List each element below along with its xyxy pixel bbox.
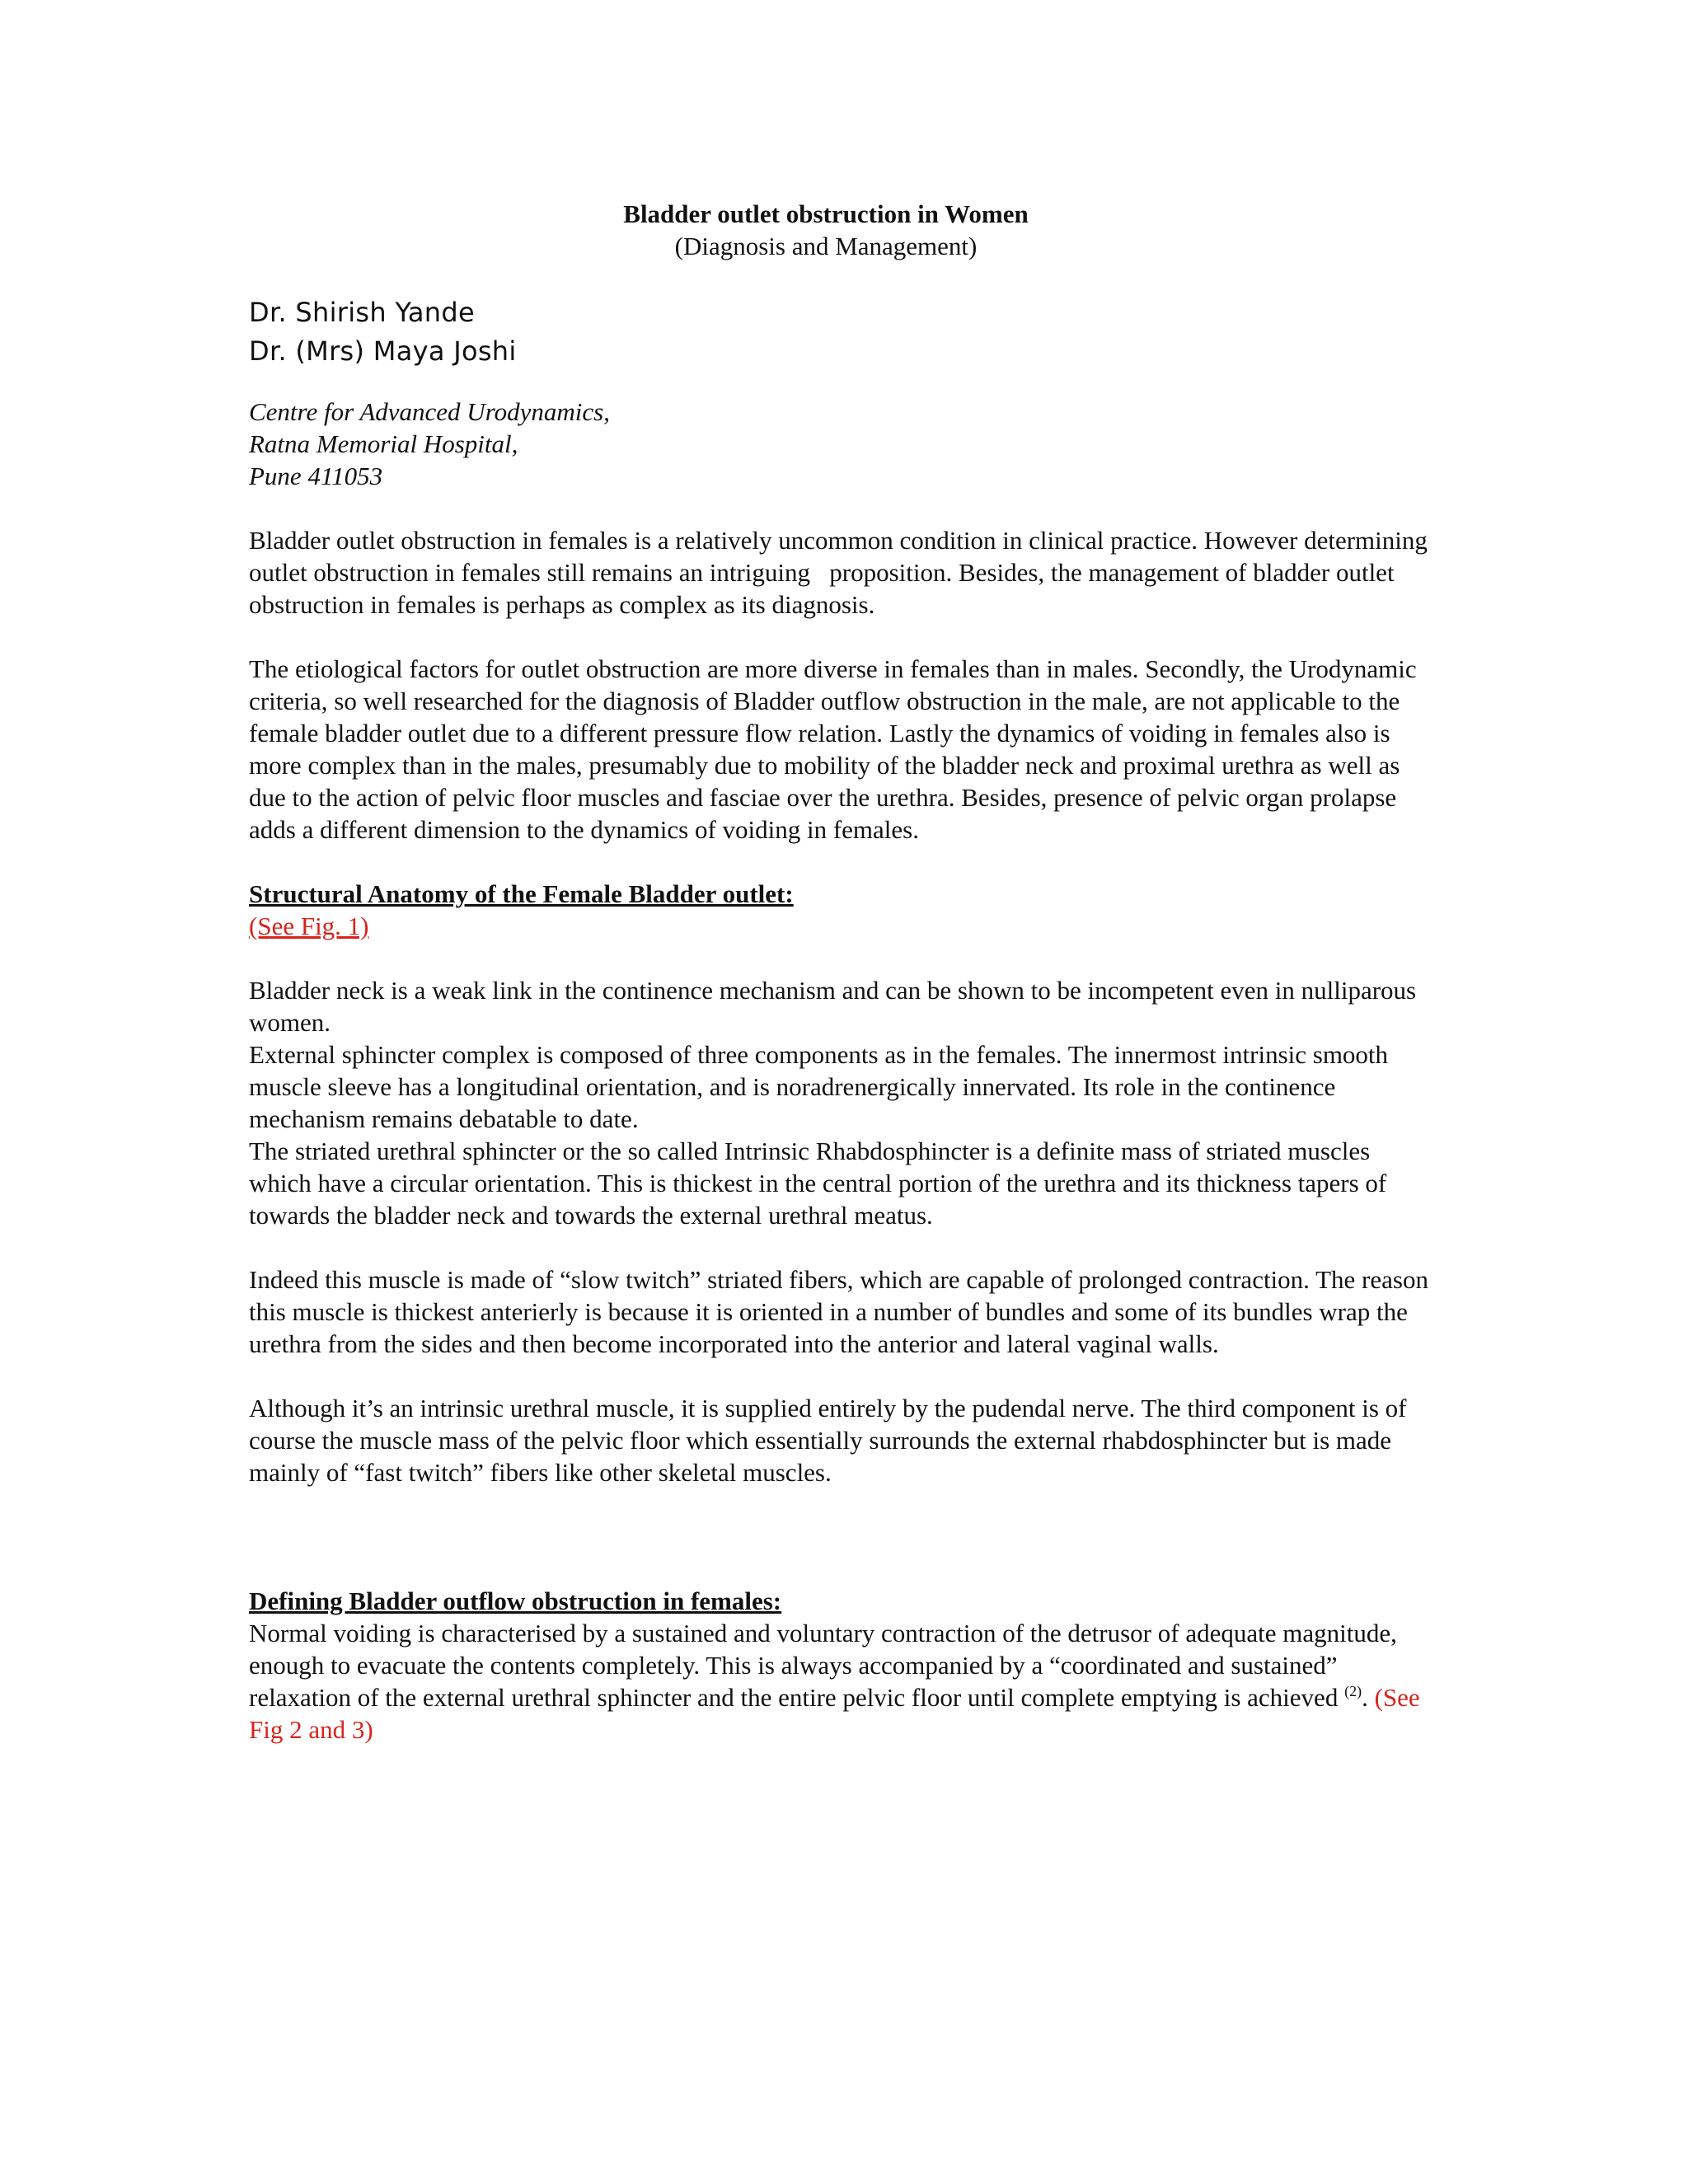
- text-line: more complex than in the males, presumably due to mobility of the bladder neck and proximal urethra as well as: [249, 751, 1400, 780]
- anatomy-section: [249, 878, 1535, 942]
- text-line: muscle sleeve has a longitudinal orientation, and is noradrenergically innervated. Its role in the continence: [249, 1072, 1336, 1101]
- text-line: Bladder outlet obstruction in females is a relatively uncommon condition in clinical practice. However determining: [249, 526, 1428, 555]
- text-line: due to the action of pelvic floor muscles and fasciae over the urethra. Besides, presence of pelvic organ prolapse: [249, 783, 1397, 812]
- document-title: Bladder outlet obstruction in Women: [623, 199, 1029, 228]
- text-line: women.: [249, 1008, 331, 1037]
- text-line: course the muscle mass of the pelvic floor which essentially surrounds the external rhabdosphincter but is made: [249, 1426, 1392, 1455]
- affiliation-line: Ratna Memorial Hospital,: [249, 429, 518, 458]
- text-line: adds a different dimension to the dynamics of voiding in females.: [249, 815, 919, 844]
- document-subtitle: (Diagnosis and Management): [674, 232, 978, 260]
- text-line: Bladder neck is a weak link in the continence mechanism and can be shown to be incompetent even in nulliparous: [249, 976, 1417, 1005]
- text-line: The etiological factors for outlet obstruction are more diverse in females than in males. Secondly, the Urodynamic: [249, 654, 1417, 683]
- text-line: which have a circular orientation. This is thickest in the central portion of the urethra and its thickness tapers of: [249, 1169, 1387, 1197]
- figure-1-link[interactable]: (See Fig. 1): [249, 912, 369, 940]
- text-line: outlet obstruction in females still remains an intriguing proposition. Besides, the management of bladder outlet: [249, 558, 1395, 587]
- affiliation-line: Pune 411053: [249, 462, 383, 490]
- section-heading-definition: Defining Bladder outflow obstruction in females:: [249, 1586, 782, 1615]
- text-line: female bladder outlet due to a different pressure flow relation. Lastly the dynamics of voiding in females also is: [249, 719, 1390, 748]
- citation-superscript: (2): [1344, 1683, 1362, 1699]
- author-name: Dr. Shirish Yande: [249, 297, 475, 328]
- text-line: enough to evacuate the contents completely. This is always accompanied by a “coordinated and sustained”: [249, 1651, 1338, 1680]
- text-line: obstruction in females is perhaps as complex as its diagnosis.: [249, 590, 875, 619]
- intro-paragraph-2: [249, 653, 1535, 846]
- author-name: Dr. (Mrs) Maya Joshi: [249, 335, 517, 367]
- text-line: Normal voiding is characterised by a sustained and voluntary contraction of the detrusor of adequate magnitude,: [249, 1619, 1397, 1647]
- text-line: Indeed this muscle is made of “slow twitch” striated fibers, which are capable of prolonged contraction. The reason: [249, 1265, 1428, 1294]
- text-line: towards the bladder neck and towards the external urethral meatus.: [249, 1201, 933, 1230]
- author-list: [249, 293, 1535, 371]
- text-line: mechanism remains debatable to date.: [249, 1104, 639, 1133]
- figure-2-3-link[interactable]: (See: [1374, 1683, 1420, 1712]
- anatomy-paragraph-1: [249, 974, 1535, 1231]
- text-line: mainly of “fast twitch” fibers like other skeletal muscles.: [249, 1458, 832, 1487]
- anatomy-paragraph-3: [249, 1392, 1535, 1488]
- text-line: [249, 1681, 1535, 1713]
- text-fragment: .: [1362, 1683, 1375, 1712]
- document-page: [249, 198, 1535, 1746]
- section-heading-anatomy: Structural Anatomy of the Female Bladder outlet:: [249, 879, 794, 908]
- text-line: External sphincter complex is composed of three components as in the females. The innermost intrinsic smooth: [249, 1040, 1389, 1069]
- title-block: [183, 198, 1469, 262]
- text-line: urethra from the sides and then become incorporated into the anterior and lateral vaginal walls.: [249, 1329, 1219, 1358]
- affiliation: [249, 396, 1535, 492]
- text-line: criteria, so well researched for the diagnosis of Bladder outflow obstruction in the male, are not applicable to the: [249, 687, 1400, 715]
- anatomy-paragraph-2: [249, 1263, 1535, 1360]
- affiliation-line: Centre for Advanced Urodynamics,: [249, 397, 610, 426]
- text-line: Although it’s an intrinsic urethral muscle, it is supplied entirely by the pudendal nerve. The third component is of: [249, 1394, 1407, 1422]
- text-fragment: relaxation of the external urethral sphincter and the entire pelvic floor until complete emptying is achieved: [249, 1683, 1345, 1712]
- text-line: The striated urethral sphincter or the so called Intrinsic Rhabdosphincter is a definite mass of striated muscles: [249, 1137, 1371, 1165]
- figure-2-3-link-continued[interactable]: Fig 2 and 3): [249, 1715, 373, 1744]
- text-line: this muscle is thickest anterierly is because it is oriented in a number of bundles and some of its bundles wrap the: [249, 1297, 1408, 1326]
- definition-section: [249, 1585, 1535, 1746]
- intro-paragraph-1: [249, 524, 1535, 621]
